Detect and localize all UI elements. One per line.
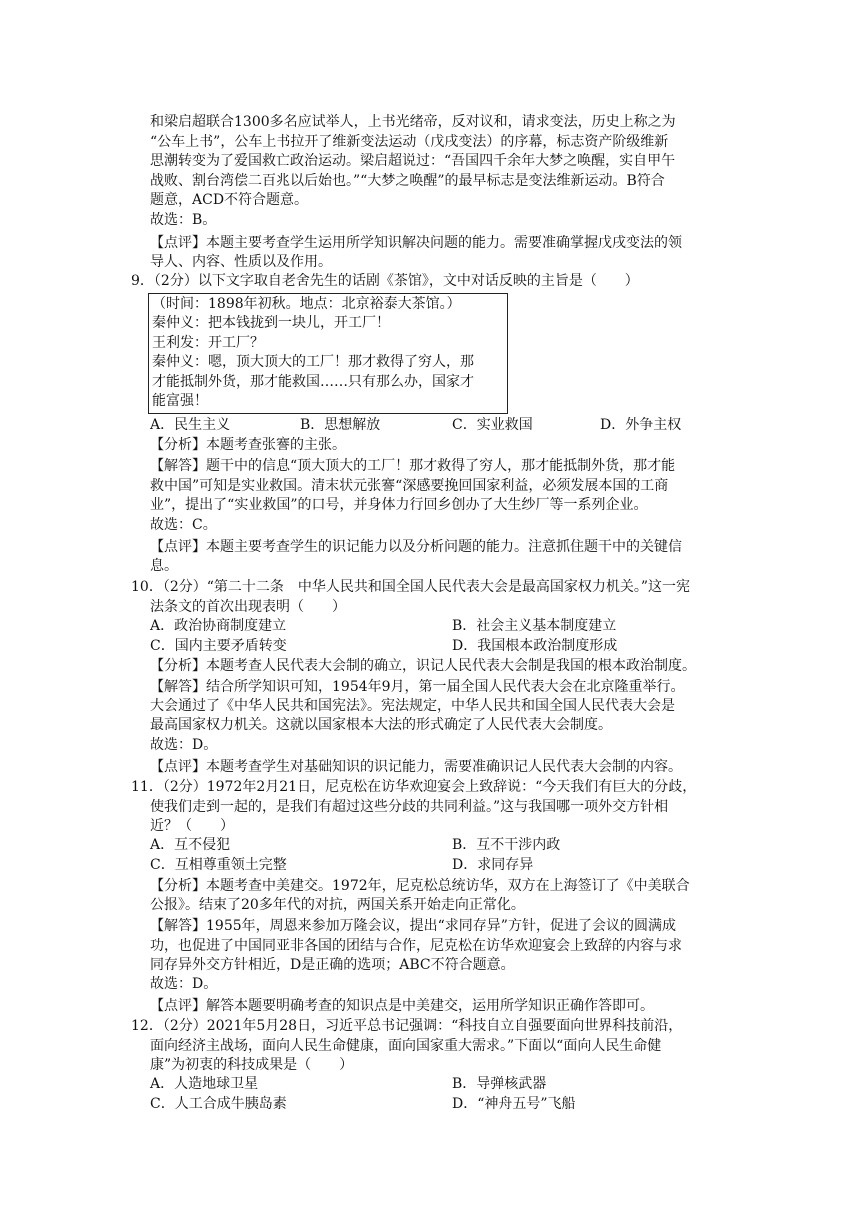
quote-line: 才能抵制外货，那才能救国……只有那么办，国家才: [152, 374, 474, 390]
comment-line: 【点评】解答本题要明确考查的知识点是中美建交，运用所学知识正确作答即可。: [150, 998, 654, 1014]
analysis-line: 【分析】本题考查人民代表大会制的确立，识记人民代表大会制是我国的根本政治制度。: [150, 658, 696, 674]
option-d: D．我国根本政治制度形成: [452, 638, 618, 654]
option-a: A．民生主义: [150, 417, 231, 433]
text-line: 思潮转变为了爱国救亡政治运动。梁启超说过：“吾国四千余年大梦之唤醒，实自甲午: [150, 153, 676, 169]
text-line: 战败、割台湾偿二百兆以后始也。”“大梦之唤醒”的最早标志是变法维新运动。B符合: [150, 173, 665, 189]
option-b: B．互不干涉内政: [452, 837, 561, 853]
answer-line: 业”，提出了“实业救国”的口号，并身体力行回乡创办了大生纱厂等一系列企业。: [150, 497, 648, 513]
option-d: D．求同存异: [452, 857, 534, 873]
question-12-stem: 12．（2分）2021年5月28日，习近平总书记强调：“科技自立自强要面向世界科技前沿，: [131, 1018, 683, 1034]
quote-line: 秦仲义：把本钱拢到一块儿，开工厂！: [152, 315, 390, 331]
option-d: D．“神舟五号”飞船: [452, 1096, 576, 1112]
question-12-stem: 康”为初衷的科技成果是（ ）: [150, 1057, 354, 1073]
answer-line: 【解答】1955年，周恩来参加万隆会议，提出“求同存异”方针，促进了会议的圆满成: [150, 918, 676, 934]
option-b: B．思想解放: [300, 417, 381, 433]
option-d: D．外争主权: [600, 417, 682, 433]
option-a: A．互不侵犯: [150, 837, 231, 853]
option-c: C．人工合成牛胰岛素: [150, 1096, 287, 1112]
comment-line: 【点评】本题主要考查学生运用所学知识解决问题的能力。需要准确掌握戊戌变法的领: [150, 235, 682, 251]
analysis-line: 【分析】本题考查中美建交。1972年，尼克松总统访华，双方在上海签订了《中美联合: [150, 878, 690, 894]
comment-line: 【点评】本题考查学生对基础知识的识记能力，需要准确识记人民代表大会制的内容。: [150, 759, 682, 775]
comment-line: 息。: [150, 558, 178, 574]
question-10-stem: 法条文的首次出现表明（ ）: [150, 599, 346, 615]
analysis-line: 【分析】本题考查张謇的主张。: [150, 437, 346, 453]
answer-line: 【解答】结合所学知识可知，1954年9月，第一届全国人民代表大会在北京隆重举行。: [150, 679, 685, 695]
quote-line: 秦仲义：嗯，顶大顶大的工厂！那才救得了穷人，那: [152, 354, 474, 370]
answer-line: 功，也促进了中国同亚非各国的团结与合作，尼克松在访华欢迎宴会上致辞的内容与求: [150, 938, 682, 954]
option-a: A．人造地球卫星: [150, 1076, 259, 1092]
quote-line: 能富强！: [152, 393, 208, 409]
answer-line: 大会通过了《中华人民共和国宪法》。宪法规定，中华人民共和国全国人民代表大会是: [150, 698, 675, 714]
option-c: C．实业救国: [452, 417, 533, 433]
question-12-stem: 面向经济主战场，面向人民生命健康，面向国家重大需求。”下面以“面向人民生命健: [150, 1038, 662, 1054]
answer-line: 【解答】题干中的信息“顶大顶大的工厂！那才救得了穷人，那才能抵制外货，那才能: [150, 458, 676, 474]
comment-line: 导人、内容、性质以及作用。: [150, 254, 332, 270]
answer-line: 同存异外交方针相近，D是正确的选项；ABC不符合题意。: [150, 957, 515, 973]
option-a: A．政治协商制度建立: [150, 618, 287, 634]
answer-line: 最高国家权力机关。这就以国家根本大法的形式确定了人民代表大会制度。: [150, 717, 612, 733]
answer-line: 救中国”可知是实业救国。清末状元张謇“深感要挽回国家利益，必须发展本国的工商: [150, 478, 669, 494]
option-c: C．互相尊重领土完整: [150, 857, 287, 873]
question-10-stem: 10．（2分）“第二十二条 中华人民共和国全国人民代表大会是最高国家权力机关。”这一宪: [131, 579, 691, 595]
answer-choice: 故选：B。: [150, 212, 217, 228]
comment-line: 【点评】本题主要考查学生的识记能力以及分析问题的能力。注意抓住题干中的关键信: [150, 539, 682, 555]
answer-choice: 故选：D。: [150, 976, 218, 992]
text-line: “公车上书”，公车上书拉开了维新变法运动（戊戌变法）的序幕，标志资产阶级维新: [150, 134, 669, 150]
option-b: B．社会主义基本制度建立: [452, 618, 617, 634]
question-9-stem: 9．（2分）以下文字取自老舍先生的话剧《茶馆》，文中对话反映的主旨是（ ）: [131, 273, 639, 289]
question-11-stem: 11．（2分）1972年2月21日，尼克松在访华欢迎宴会上致辞说：“今天我们有巨大的分歧，: [131, 779, 697, 795]
analysis-line: 公报》。结束了20多年代的对抗，两国关系开始走向正常化。: [150, 897, 525, 913]
quote-line: 王利发：开工厂？: [152, 335, 264, 351]
text-line: 和梁启超联合1300多名应试举人，上书光绪帝，反对议和，请求变法，历史上称之为: [150, 114, 676, 130]
question-11-stem: 使我们走到一起的，是我们有超过这些分歧的共同利益。”这与我国哪一项外交方针相: [150, 799, 669, 815]
option-b: B．导弹核武器: [452, 1076, 547, 1092]
quote-line: （时间：1898年初秋。地点：北京裕泰大茶馆。）: [152, 296, 461, 312]
option-c: C．国内主要矛盾转变: [150, 638, 287, 654]
question-11-stem: 近？（ ）: [150, 818, 234, 834]
text-line: 题意，ACD不符合题意。: [150, 192, 309, 208]
answer-choice: 故选：D。: [150, 737, 218, 753]
answer-choice: 故选：C。: [150, 517, 217, 533]
